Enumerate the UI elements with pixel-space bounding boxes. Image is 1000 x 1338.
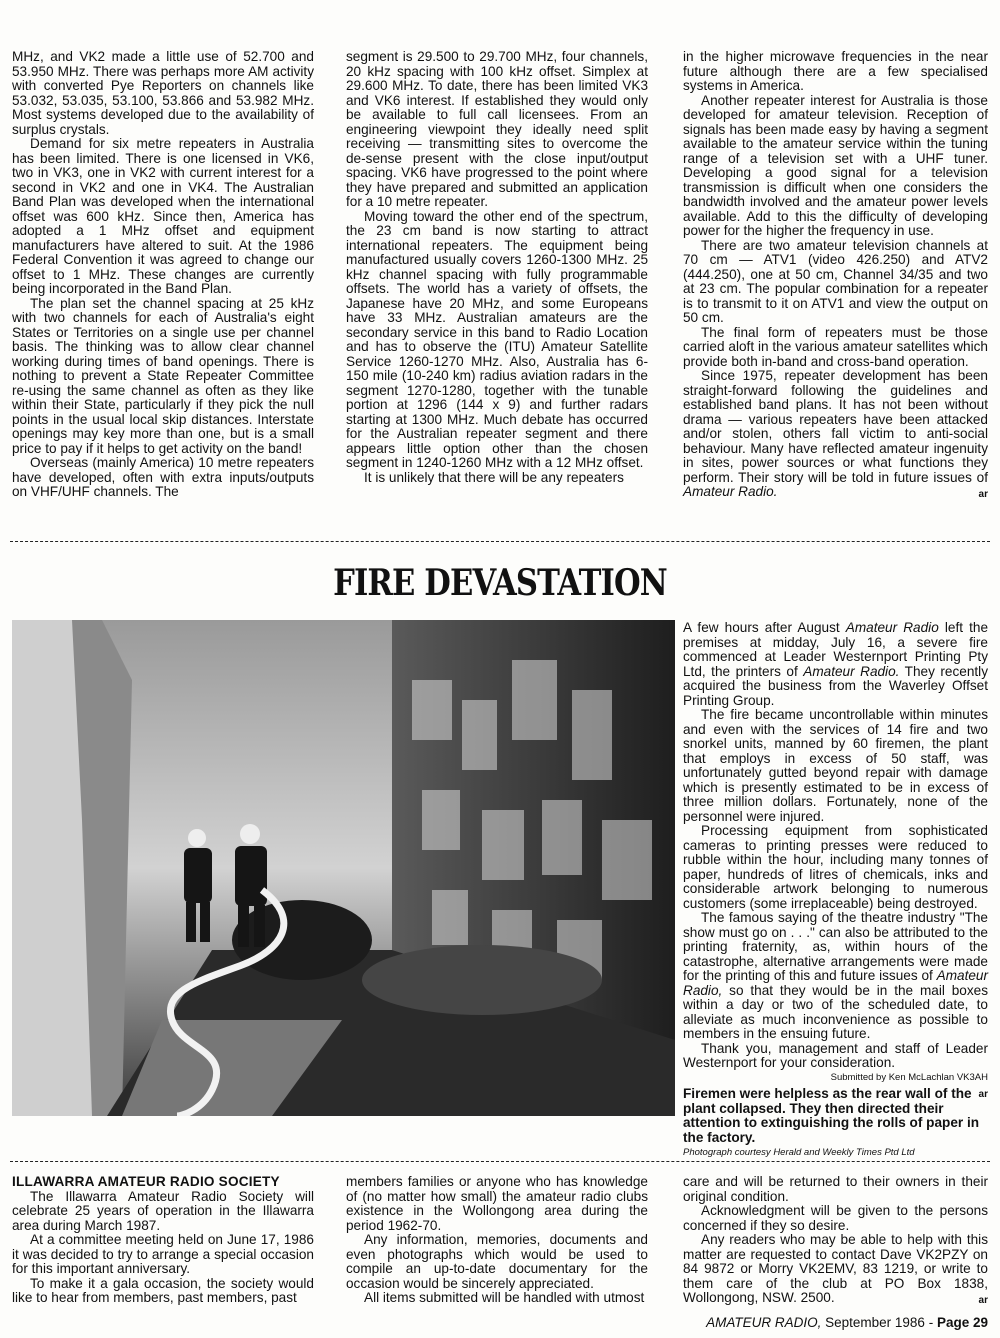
paragraph: Thank you, management and staff of Leader Westernport for your consideration. [683,1040,988,1070]
paragraph [683,621,988,708]
fire-photograph [12,620,675,1116]
end-of-article-mark: ar [978,1089,988,1100]
paragraph: members families or anyone who has knowledge of (no matter how small) the amateur radio clubs existence in the Wollongong area during the period 1962-70. [346,1174,648,1233]
text: The famous saying of the theatre industry "The show must go on . . ." can also be attributed to the printing fraternity, as, within hours of the catastrophe, alternative arrangements were made for the printing of this and future issues of [683,910,988,983]
paragraph: Acknowledgment will be given to the persons concerned if they so desire. [683,1203,988,1233]
fire-scene-image [12,620,675,1116]
paragraph [683,1233,988,1306]
paragraph: Another repeater interest for Australia is those developed for amateur television. Reception of signals has been made easy by having a segment available to the amateur service within the tuning range of a television set with a UHF tuner. Developing a good signal for a television transmission is difficult when one considers the bandwidth involved and the amateur power levels available. Add to this the difficulty of developing power for the higher the frequency in use. [683,92,988,238]
article-column-1 [12,50,314,500]
paragraph: in the higher microwave frequencies in the near future although there are a few specialised systems in America. [683,49,988,93]
text: Herald and Weekly Times Ptd Ltd [773,1147,915,1158]
end-of-article-mark: ar [978,489,988,500]
paragraph: There are two amateur television channels at 70 cm — ATV1 (video 426.250) and ATV2 (444.250), one at 50 cm, Channel 34/35 and two at 23 cm. The popular combination for a repeater is to transmit to it on ATV1 and view the output on 50 cm. [683,237,988,325]
text: They recently acquired the business from the Waverley Offset Printing Group. [683,663,988,708]
society-column-3 [683,1175,988,1309]
paragraph: Processing equipment from sophisticated cameras to printing presses were reduced to rubble within the hour, including many tonnes of paper, hundreds of litres of chemicals, inks and considerable artwork belonging to numerous customers (some irreplaceable) being destroyed. [683,823,988,911]
fire-article-column [683,621,988,1103]
author-credit: Submitted by Ken McLachlan VK3AH [830,1071,988,1083]
page-footer [706,1315,988,1330]
paragraph-text: Since 1975, repeater development has been straight-forward following the guidelines and established band plans. It has not been without drama — various repeaters have been attacked and/or stolen, others fall victim to anti-social behaviour. Many have reflected amateur ingenuity in sites, power sources or what functions they perform. Their story will be told in future issues of [683,368,988,485]
headline: FIRE DEVASTATION [333,562,667,604]
society-column-1 [12,1175,314,1306]
photo-caption: Firemen were helpless as the rear wall of the plant collapsed. They then directed their attention to extinguishing the rolls of paper in the factory. [683,1086,980,1145]
paragraph: All items submitted will be handled with utmost [364,1290,645,1305]
magazine-name: Amateur Radio. [803,663,900,679]
magazine-name: Amateur Radio, [683,968,988,998]
paragraph: Any information, memories, documents and even photographs which would be used to compile an up-to-date documentary for the occasion would be sincerely appreciated. [346,1232,648,1291]
text: left the premises at midday, July 16, a severe fire commenced at Leader Westernport Printing Pty Ltd, the printers of [683,620,988,679]
text: Photograph courtesy [683,1147,774,1158]
paragraph: Moving toward the other end of the spectrum, the 23 cm band is now starting to attract international repeaters. The equipment being manufactured usually covers 1260-1300 MHz. 25 kHz channel spacing with fully programmable offsets. The world has a variety of offsets, the Japanese have 20 MHz, and some Europeans have 33 MHz. Australian amateurs are the secondary service in this band to Radio Location and has to observe the (ITU) Amateur Satellite Service 1260-1270 MHz. Also, Australia has 6-150 mile (10-240 km) radius aviation radars in the segment 1270-1280, together with the tunable portion at 1296 (144 x 9) and further radars starting at 1300 MHz. Much debate has occurred for the Australian repeater segment and there appears little option other than the chosen segment in 1240-1260 MHz with a 12 MHz offset. [346,208,648,470]
paragraph: MHz, and VK2 made a little use of 52.700 and 53.950 MHz. There was perhaps more AM activity with converted Pye Reporters on channels like 53.032, 53.035, 53.100, 53.866 and 53.982 MHz. Most systems developed due to the availability of surplus crystals. [12,49,314,137]
paragraph: The fire became uncontrollable within minutes and even with the services of 14 fire and two snorkel units, manned by 60 firemen, the plant that employs in excess of 50 staff, was unfortunately gutted beyond repair with damage which is presently estimated to be in excess of three million dollars. Fortunately, none of the personnel were injured. [683,707,988,824]
paragraph: Demand for six metre repeaters in Australia has been limited. There is one licensed in VK6, two in VK3, one in VK2 with current interest for a second in VK2 and one in VK4. The Australian Band Plan was developed when the international offset was 600 kHz. Since then, America has adopted a 1 MHz offset and equipment manufacturers have altered to suit. At the 1986 Federal Convention it was agreed to change our offset to 1 MHz. These changes are currently being incorporated in the Band Plan. [12,136,314,296]
paragraph: To make it a gala occasion, the society would like to hear from members, past members, past [12,1275,314,1305]
section-divider [10,1161,990,1162]
section-title: ILLAWARRA AMATEUR RADIO SOCIETY [12,1174,280,1189]
article-column-3 [683,50,988,503]
section-divider [10,541,990,542]
article-column-2 [346,50,648,485]
paragraph: The Illawarra Amateur Radio Society will celebrate 25 years of operation in the Illawarra area during March 1987. [12,1188,314,1233]
magazine-name: Amateur Radio. [683,484,778,499]
society-column-2 [346,1175,648,1306]
paragraph: At a committee meeting held on June 17, 1986 it was decided to try to arrange a special occasion for this important anniversary. [12,1232,314,1276]
paragraph: It is unlikely that there will be any repeaters [364,469,624,485]
end-of-article-mark: ar [978,1295,988,1306]
paragraph: Overseas (mainly America) 10 metre repeaters have developed, often with extra inputs/outputs on VHF/UHF channels. The [12,455,314,499]
text: Any readers who may be able to help with this matter are requested to contact Dave VK2PZY on 84 9872 or Morry VK2EMV, 83 1219, or write to them care of the club at PO Box 1838, Wollongong, NSW. 2500. [683,1232,988,1305]
magazine-title: AMATEUR RADIO, [706,1315,822,1330]
text: so that they would be in the mail boxes within a day or two of the scheduled date, to alleviate as much inconvenience as possible to members in the ensuing future. [683,982,988,1041]
issue-date: September 1986 - [821,1315,937,1330]
paragraph [683,911,988,1042]
paragraph: The plan set the channel spacing at 25 kHz with two channels for each of Australia's eight States or Territories on a single use per channel basis. The thinking was to allow clear channel working during times of band openings. There is nothing to prevent a State Repeater Committee re-using the same channel as often as they like within their State, particularly if they pick the null points in the usual local skip distances. Interstate openings may key more than one, but is a small price to pay if it helps to get activity on the band! [12,295,314,456]
magazine-name: Amateur Radio [845,620,939,635]
text: A few hours after August [683,620,846,635]
page-number: Page 29 [936,1315,988,1330]
paragraph: The final form of repeaters must be those carried aloft in the various amateur satellites which provide both in-band and cross-band operation. [683,324,988,369]
photo-credit [683,1147,988,1158]
paragraph: care and will be returned to their owners in their original condition. [683,1174,988,1204]
paragraph: segment is 29.500 to 29.700 MHz, four channels, 20 kHz spacing with 100 kHz offset. Simplex at 29.600 MHz. To date, there has been limited VK3 and VK6 interest. If established they would only be available to full call licensees. From an engineering viewpoint they ideally need split receiving — transmitting sites to overcome the de-sense present with the close input/output spacing. VK6 have progressed to the point where they have prepared and submitted an application for a 10 metre repeater. [346,49,648,209]
paragraph [683,369,988,500]
